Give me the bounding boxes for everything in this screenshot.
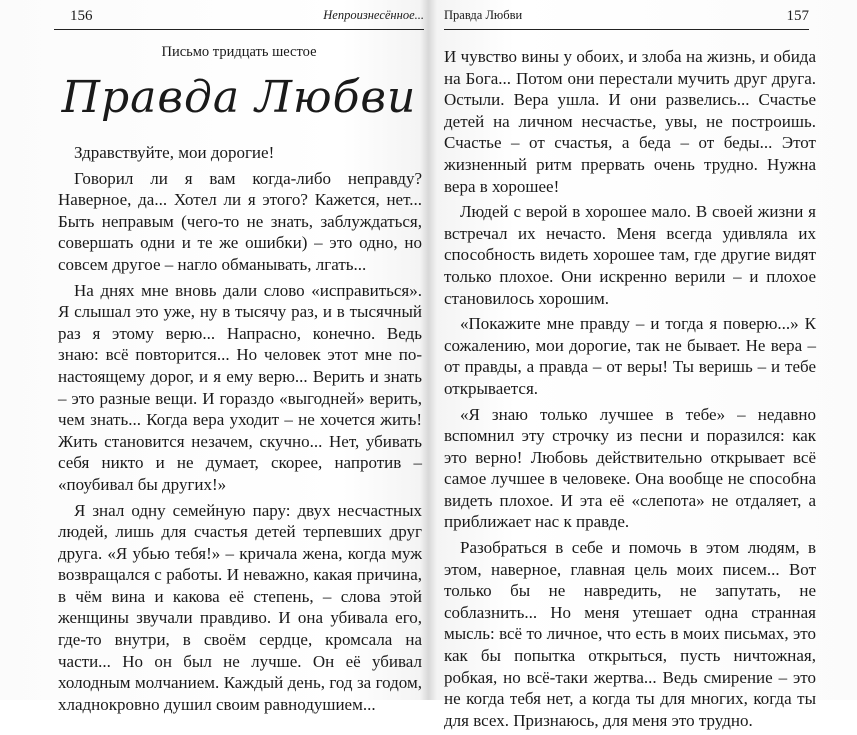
left-page-number: 156 xyxy=(70,8,93,24)
paragraph: Людей с верой в хорошее мало. В своей жизни я встречал их нечасто. Меня всегда удивляла их способность видеть хорошее там, где другие видят только плохое. Они искренно верили – и плохое становилось хорошим. xyxy=(444,202,816,308)
right-header-rule xyxy=(444,29,809,30)
left-page-body xyxy=(58,142,422,719)
paragraph: Разобраться в себе и помочь в этом людям, в этом, наверное, главная цель моих писем... Вот только бы не навредить, не запутать, не соблазнить... Но меня утешает одна странная мысль: всё то личное, что есть в моих письмах, это как бы попытка открыться, пусть ничтожная, робкая, но всё-таки жертва... Ведь смирение – это не когда тебя нет, а когда ты для многих, когда ты для всех. Признаюсь, для меня это трудно. xyxy=(444,538,816,730)
paragraph: Говорил ли я вам когда-либо неправду? Наверное, да... Хотел ли я этого? Кажется, нет... Быть неправым (чего-то не знать, заблуждаться, совершать одни и те же ошибки) – это одно, но совсем другое – нагло обманывать, лгать... xyxy=(58,168,422,274)
paragraph: На днях мне вновь дали слово «исправиться». Я слышал это уже, ну в тысячу раз, и в тысячный раз я этому верю... Напрасно, конечно. Ведь знаю: всё повторится... Но человек этот мне по-настоящему дорог, и я ему верю... Верить и знать – это разные вещи. И гораздо «выгодней» верить, чем знать... Когда вера уходит – не хочется жить! Жить становится незачем, скучно... Нет, убивать себя никто и не думает, скорее, напротив – «поубивал бы других!» xyxy=(58,280,422,494)
paragraph: И чувство вины у обоих, и злоба на жизнь, и обида на Бога... Потом они перестали мучить друг друга. Остыли. Вера ушла. И они развелись... Счастье детей на личном несчастье, увы, не построишь. Счастье – от счастья, а беда – от беды... Этот жизненный ритм прервать очень трудно. Нужна вера в хорошее! xyxy=(444,47,816,196)
right-running-head-title: Правда Любви xyxy=(444,8,523,22)
paragraph: «Я знаю только лучшее в тебе» – недавно вспомнил эту строчку из песни и поразился: как это верно! Любовь действительно открывает всё самое лучшее в человеке. Она вообще не способна видеть плохое. И эта её «слепота» не отдаляет, а приближает нас к правде. xyxy=(444,404,816,532)
left-running-header xyxy=(54,6,424,30)
right-page-number: 157 xyxy=(786,8,809,24)
letter-subtitle: Письмо тридцать шестое xyxy=(161,44,317,60)
right-running-header xyxy=(444,6,809,30)
left-header-rule xyxy=(54,29,424,30)
left-page xyxy=(0,0,428,714)
left-running-head-title: Непроизнесённое... xyxy=(323,8,424,22)
paragraph: Я знал одну семейную пару: двух несчастных людей, лишь для счастья детей терпевших друг друга. «Я убью тебя!» – кричала жена, когда муж возвращался с работы. И неважно, какая причина, в чём вина и какова её степень, – слова этой женщины звучали правдиво. И она убивала его, где-то внутри, в своём сердце, кромсала на части... Но он был не лучше. Он её убивал холодным молчанием. Каждый день, год за годом, хладнокровно душил своим равнодушием... xyxy=(58,500,422,714)
right-page xyxy=(430,0,857,730)
paragraph: Здравствуйте, мои дорогие! xyxy=(74,143,275,162)
paragraph: «Покажите мне правду – и тогда я поверю...» К сожалению, мои дорогие, так не бывает. Не вера – от правды, а правда – от веры! Ты веришь – и тебе открывается. xyxy=(444,314,816,398)
right-page-body xyxy=(444,46,816,735)
letter-title: Правда Любви xyxy=(61,72,417,123)
